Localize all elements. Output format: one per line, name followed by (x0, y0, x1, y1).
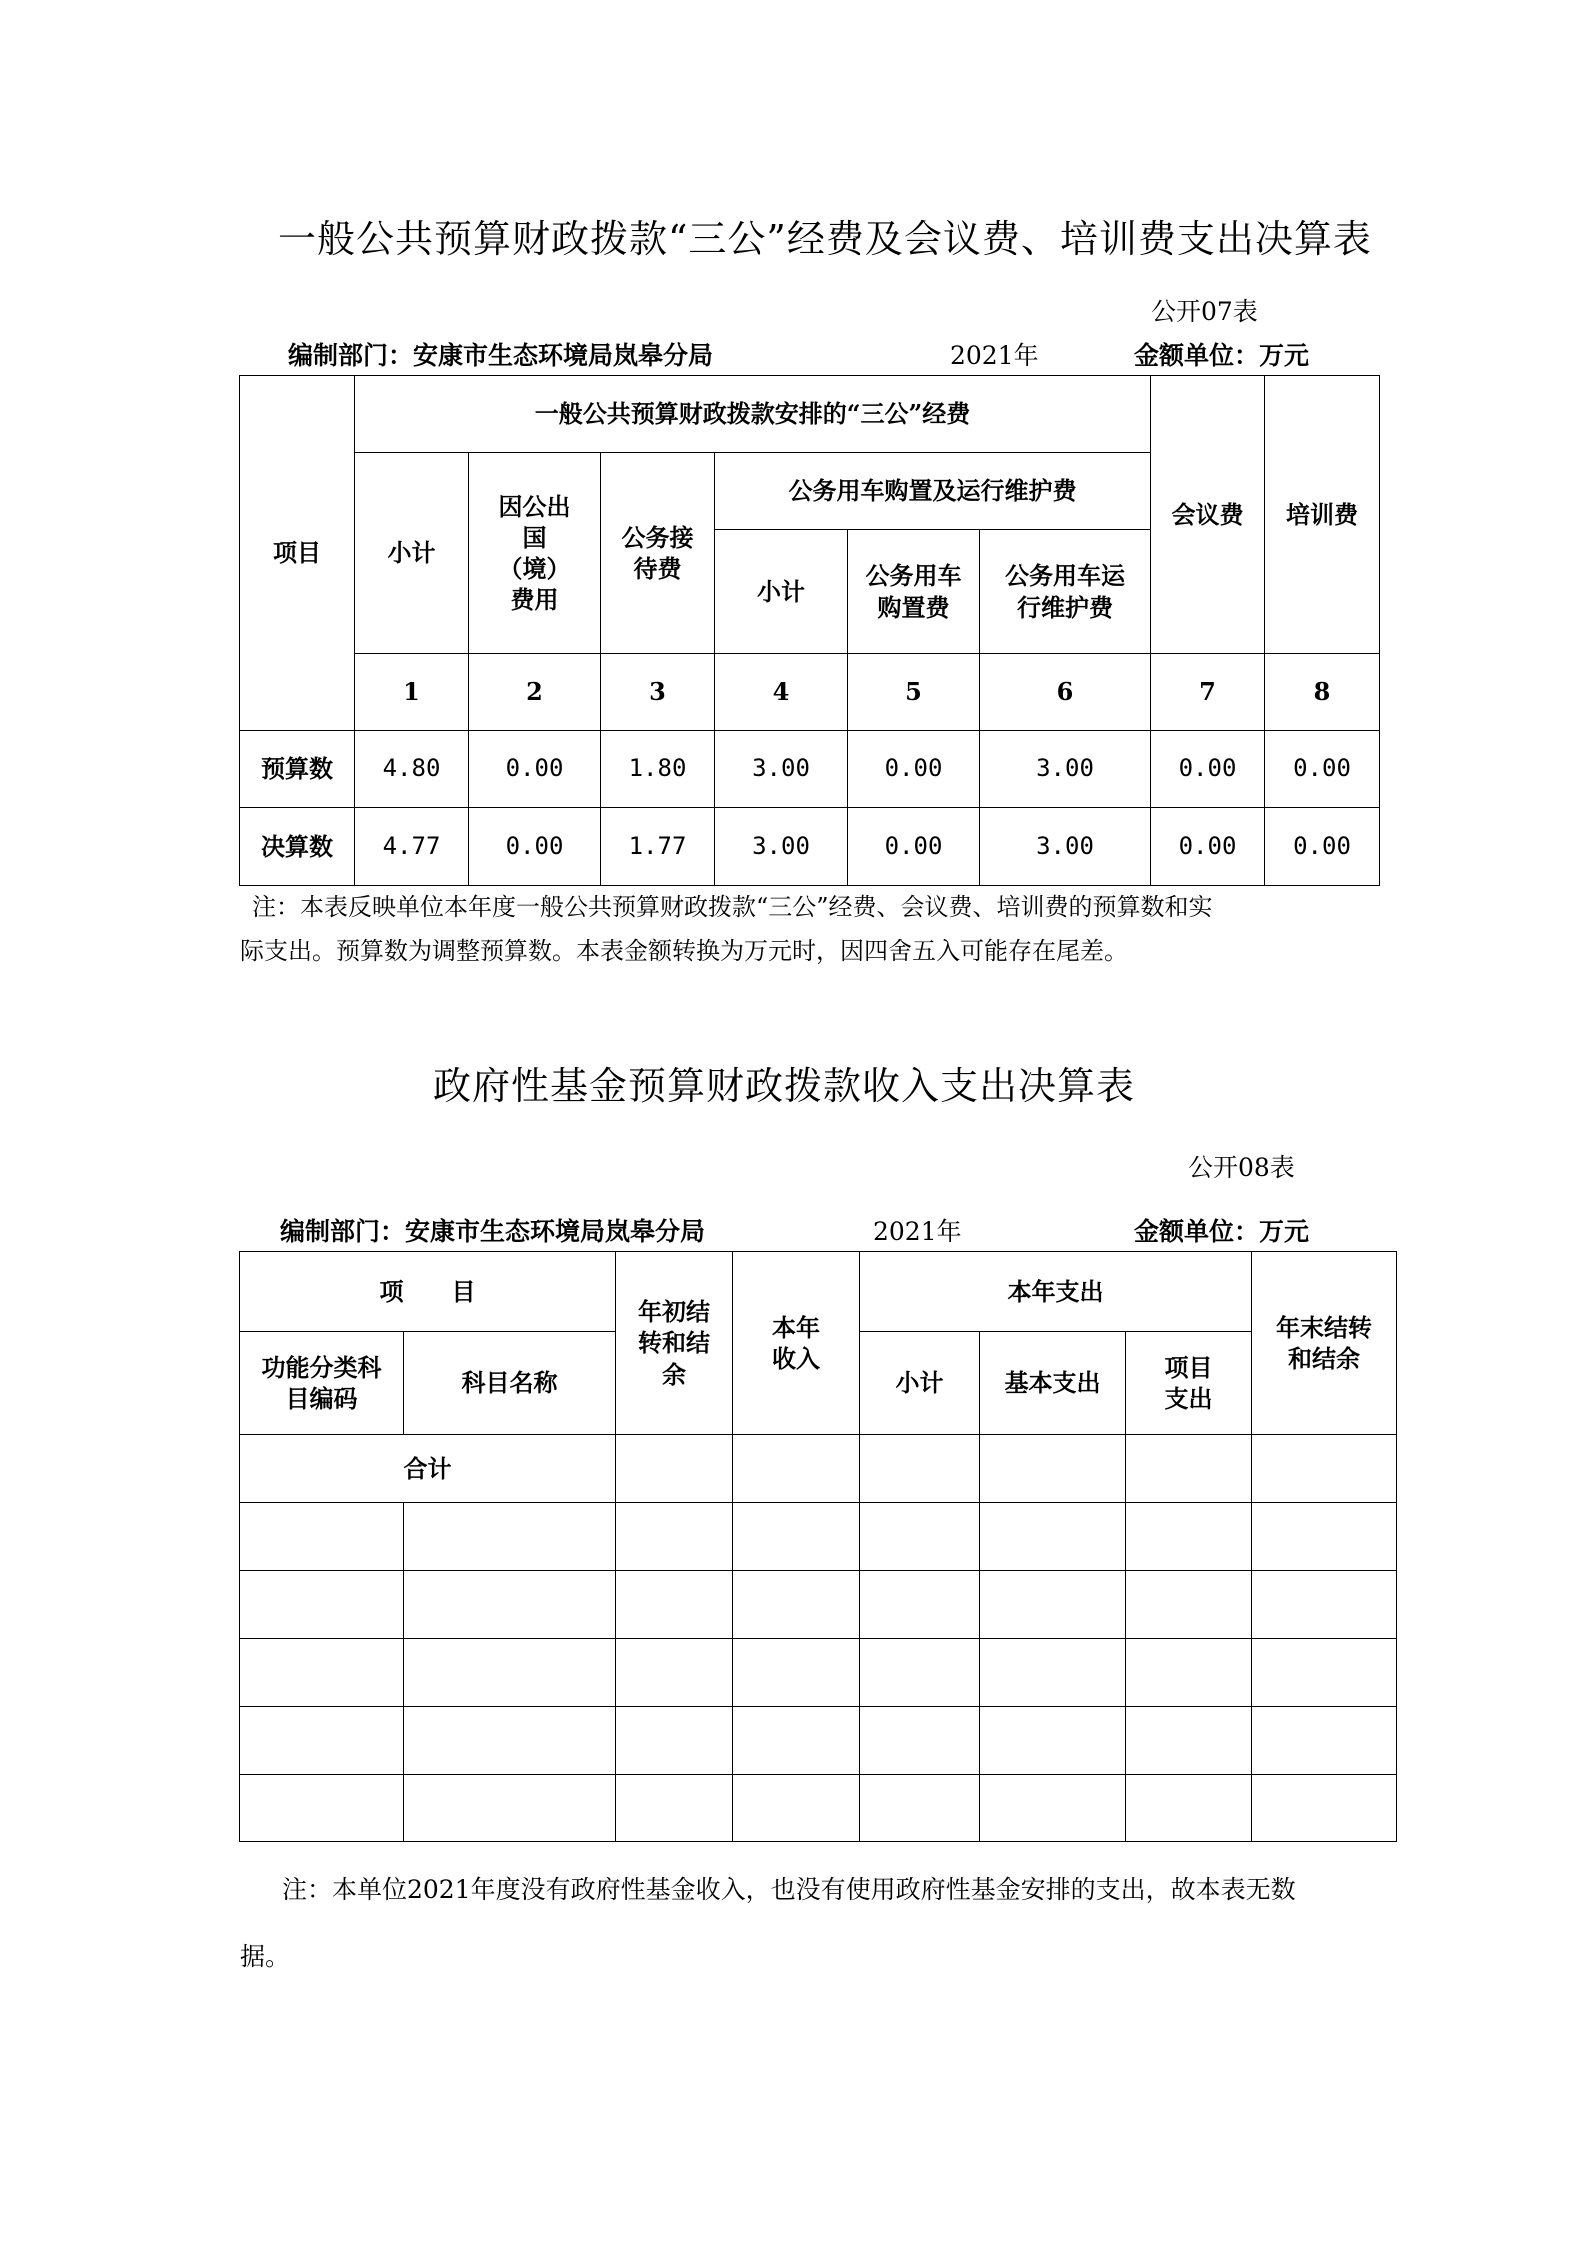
empty-cell (1252, 1503, 1397, 1571)
table08-title: 政府性基金预算财政拨款收入支出决算表 (433, 1064, 1136, 1108)
cell-value: 0.00 (1151, 808, 1265, 886)
table07-title: 一般公共预算财政拨款“三公”经费及会议费、培训费支出决算表 (278, 217, 1372, 261)
empty-cell (860, 1707, 980, 1775)
table-row (240, 1775, 1397, 1842)
table-row (240, 1435, 1397, 1503)
table07-number: 公开07表 (1151, 297, 1258, 326)
empty-cell (860, 1639, 980, 1707)
empty-cell (1252, 1639, 1397, 1707)
empty-cell (1126, 1707, 1252, 1775)
cell-value: 0.00 (848, 808, 980, 886)
header-subtotal: 小计 (355, 453, 469, 654)
cell-value: 3.00 (980, 808, 1151, 886)
header-expense-subtotal: 小计 (860, 1332, 980, 1435)
header-function-code: 功能分类科目编码 (240, 1332, 404, 1435)
table07-unit: 金额单位：万元 (1134, 341, 1310, 370)
table08-department: 编制部门：安康市生态环境局岚皋分局 (280, 1217, 706, 1246)
header-three-public-group: 一般公共预算财政拨款安排的“三公”经费 (355, 376, 1151, 453)
table07-note-line2: 际支出。预算数为调整预算数。本表金额转换为万元时，因四舍五入可能存在尾差。 (240, 937, 1128, 965)
header-reception: 公务接待费 (601, 453, 715, 654)
table-row (240, 1707, 1397, 1775)
table-row (240, 1571, 1397, 1639)
empty-cell (404, 1639, 616, 1707)
empty-cell (1126, 1571, 1252, 1639)
col-number: 8 (1265, 654, 1380, 731)
empty-cell (733, 1775, 860, 1842)
cell-value: 1.77 (601, 808, 715, 886)
table-row (240, 1639, 1397, 1707)
empty-cell (240, 1571, 404, 1639)
empty-cell (733, 1639, 860, 1707)
header-vehicle-subtotal: 小计 (715, 530, 848, 654)
cell-value: 4.80 (355, 731, 469, 808)
empty-cell (616, 1639, 733, 1707)
empty-cell (1126, 1503, 1252, 1571)
row-label: 决算数 (240, 808, 355, 886)
col-number: 7 (1151, 654, 1265, 731)
table-row (240, 1503, 1397, 1571)
table08-year: 2021年 (873, 1217, 962, 1246)
header-current-income: 本年收入 (733, 1252, 860, 1435)
header-vehicle-maintenance: 公务用车运行维护费 (980, 530, 1151, 654)
empty-cell (980, 1775, 1126, 1842)
col-number: 6 (980, 654, 1151, 731)
cell-value: 0.00 (848, 731, 980, 808)
empty-cell (1252, 1775, 1397, 1842)
header-vehicle-purchase: 公务用车购置费 (848, 530, 980, 654)
col-number: 2 (469, 654, 601, 731)
empty-cell (616, 1775, 733, 1842)
empty-cell (1252, 1571, 1397, 1639)
header-item: 项 目 (240, 1252, 616, 1332)
empty-cell (616, 1571, 733, 1639)
empty-cell (404, 1707, 616, 1775)
empty-cell (980, 1707, 1126, 1775)
table08-note-line2: 据。 (240, 1942, 291, 1971)
table08-number: 公开08表 (1188, 1153, 1295, 1182)
empty-cell (404, 1775, 616, 1842)
header-closing-balance: 年末结转和结余 (1252, 1252, 1397, 1435)
empty-cell (733, 1503, 860, 1571)
empty-cell (1126, 1775, 1252, 1842)
table08 (239, 1251, 1397, 1842)
cell-value: 0.00 (1265, 731, 1380, 808)
empty-cell (240, 1639, 404, 1707)
col-number: 1 (355, 654, 469, 731)
empty-cell (860, 1775, 980, 1842)
table07-year: 2021年 (950, 341, 1039, 370)
header-subject-name: 科目名称 (404, 1332, 616, 1435)
table07 (239, 375, 1380, 886)
empty-cell (1126, 1435, 1252, 1503)
header-project-expense: 项目支出 (1126, 1332, 1252, 1435)
empty-cell (980, 1639, 1126, 1707)
empty-cell (616, 1435, 733, 1503)
header-abroad: 因公出国（境）费用 (469, 453, 601, 654)
cell-value: 0.00 (469, 808, 601, 886)
header-current-expense: 本年支出 (860, 1252, 1252, 1332)
cell-value: 0.00 (1151, 731, 1265, 808)
header-opening-balance: 年初结转和结余 (616, 1252, 733, 1435)
empty-cell (860, 1571, 980, 1639)
total-label: 合计 (240, 1435, 616, 1503)
empty-cell (733, 1435, 860, 1503)
header-training: 培训费 (1265, 376, 1380, 654)
table08-note-line1: 注：本单位2021年度没有政府性基金收入，也没有使用政府性基金安排的支出，故本表无数 (282, 1875, 1296, 1904)
empty-cell (240, 1707, 404, 1775)
col-number: 4 (715, 654, 848, 731)
table-row (240, 731, 1380, 808)
cell-value: 4.77 (355, 808, 469, 886)
empty-cell (1252, 1707, 1397, 1775)
col-number: 3 (601, 654, 715, 731)
row-label: 预算数 (240, 731, 355, 808)
table07-note-line1: 注：本表反映单位本年度一般公共预算财政拨款“三公”经费、会议费、培训费的预算数和实 (252, 893, 1213, 921)
empty-cell (860, 1503, 980, 1571)
table07-department: 编制部门：安康市生态环境局岚皋分局 (288, 341, 714, 370)
header-item: 项目 (240, 376, 355, 731)
empty-cell (1252, 1435, 1397, 1503)
empty-cell (404, 1503, 616, 1571)
cell-value: 3.00 (715, 808, 848, 886)
cell-value: 0.00 (1265, 808, 1380, 886)
empty-cell (733, 1707, 860, 1775)
cell-value: 0.00 (469, 731, 601, 808)
empty-cell (404, 1571, 616, 1639)
empty-cell (860, 1435, 980, 1503)
empty-cell (616, 1503, 733, 1571)
empty-cell (240, 1503, 404, 1571)
table-row (240, 808, 1380, 886)
cell-value: 3.00 (715, 731, 848, 808)
empty-cell (980, 1435, 1126, 1503)
cell-value: 1.80 (601, 731, 715, 808)
empty-cell (733, 1571, 860, 1639)
empty-cell (980, 1571, 1126, 1639)
col-number: 5 (848, 654, 980, 731)
empty-cell (616, 1707, 733, 1775)
header-vehicle-group: 公务用车购置及运行维护费 (715, 453, 1151, 530)
table08-unit: 金额单位：万元 (1134, 1217, 1310, 1246)
header-basic-expense: 基本支出 (980, 1332, 1126, 1435)
cell-value: 3.00 (980, 731, 1151, 808)
empty-cell (980, 1503, 1126, 1571)
empty-cell (1126, 1639, 1252, 1707)
empty-cell (240, 1775, 404, 1842)
header-meeting: 会议费 (1151, 376, 1265, 654)
